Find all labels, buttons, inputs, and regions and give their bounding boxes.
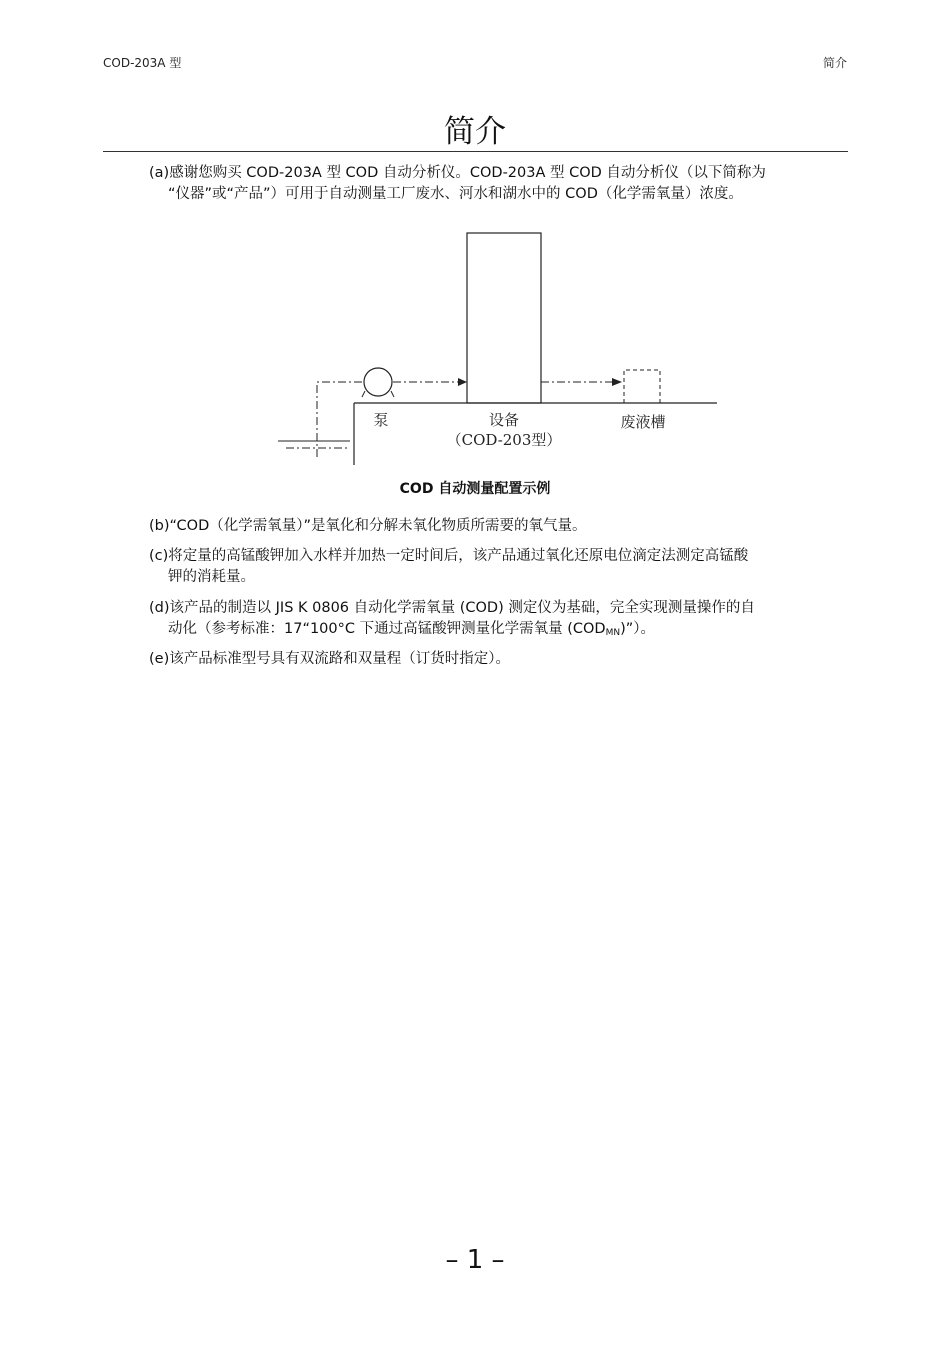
arrow-to-device-icon xyxy=(458,378,467,386)
paragraph-a-marker: (a) xyxy=(149,165,170,181)
paragraph-d-marker: (d) xyxy=(149,600,170,616)
paragraph-e xyxy=(149,649,848,670)
header-section: 简介 xyxy=(822,56,847,70)
pump-icon xyxy=(364,368,392,396)
page-title: 简介 xyxy=(444,114,506,150)
waste-tank-label: 废液槽 xyxy=(620,413,666,431)
paragraph-c-marker: (c) xyxy=(149,548,169,564)
codmn-subscript: MN xyxy=(605,628,621,638)
paragraph-c xyxy=(149,546,848,588)
diagram-caption: COD 自动测量配置示例 xyxy=(399,481,551,497)
paragraph-c-line1: 将定量的高锰酸钾加入水样并加热一定时间后，该产品通过氧化还原电位滴定法测定高锰酸 xyxy=(168,548,749,564)
paragraph-d-line1: 该产品的制造以 JIS K 0806 自动化学需氧量 (COD) 测定仪为基础，完全实现测量操作的自 xyxy=(169,600,755,616)
paragraph-d-line2-text: 动化（参考标准：17“100°C 下通过高锰酸钾测量化学需氧量 (COD xyxy=(168,621,606,637)
paragraph-b-marker: (b) xyxy=(149,518,170,534)
intake-pipe xyxy=(317,382,363,457)
paragraph-a xyxy=(149,163,848,205)
paragraph-d-line2-end: )”）。 xyxy=(620,621,656,637)
paragraph-d xyxy=(149,598,848,644)
arrow-to-tank-icon xyxy=(612,378,622,386)
header-model: COD-203A 型 xyxy=(103,56,182,70)
paragraph-a-line2: “仪器”或“产品”）可用于自动测量工厂废水、河水和湖水中的 COD（化学需氧量）浓度。 xyxy=(168,186,743,202)
paragraph-d-line2 xyxy=(149,619,848,644)
paragraph-c-line2: 钾的消耗量。 xyxy=(168,569,255,585)
device-box xyxy=(467,233,541,403)
page-number: – 1 – xyxy=(445,1245,505,1275)
paragraph-e-line1: 该产品标准型号具有双流路和双量程（订货时指定）。 xyxy=(169,651,510,667)
paragraph-b xyxy=(149,516,848,537)
paragraph-a-line1: 感谢您购买 COD-203A 型 COD 自动分析仪。COD-203A 型 COD 自动分析仪（以下简称为 xyxy=(169,165,766,181)
device-model-label: （COD-203型） xyxy=(446,431,562,449)
cod-configuration-diagram xyxy=(270,225,730,475)
paragraph-b-line1: “COD（化学需氧量）”是氧化和分解未氧化物质所需要的氧气量。 xyxy=(169,518,587,534)
waste-tank xyxy=(624,370,660,403)
device-label: 设备 xyxy=(488,411,520,429)
pump-label: 泵 xyxy=(373,411,389,429)
title-rule xyxy=(103,151,848,152)
paragraph-e-marker: (e) xyxy=(149,651,170,667)
